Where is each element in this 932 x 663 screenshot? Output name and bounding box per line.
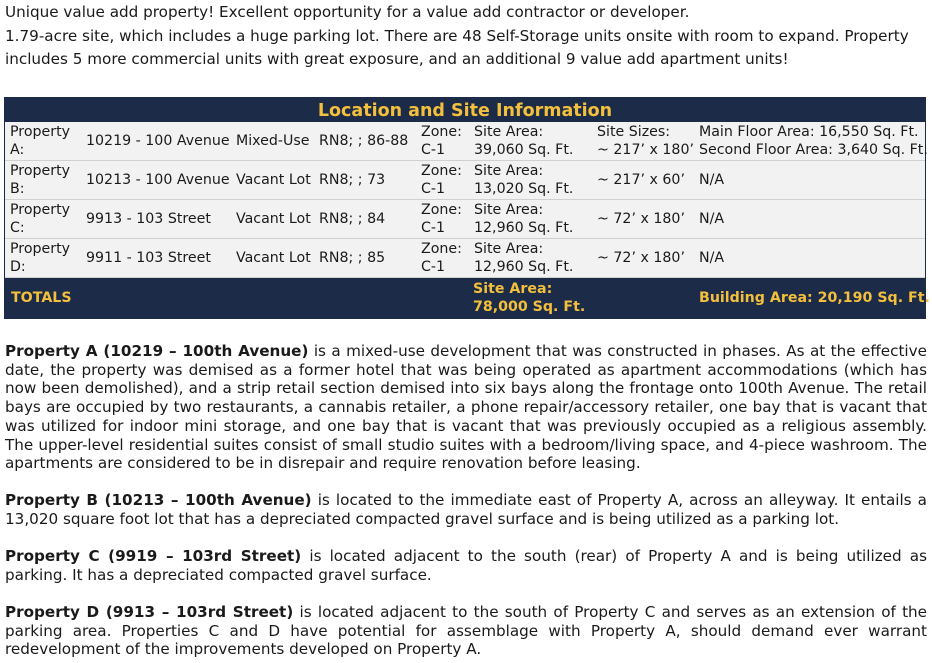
property-b-body: is located to the immediate east of Property A, across an alleyway. It entails a 13,020 square foot lot that has a depreciated compacted gravel surface and is being utilized as a parking lot. bbox=[5, 491, 927, 528]
property-address: 10219 - 100 Avenue bbox=[86, 133, 230, 149]
intro-line: includes 5 more commercial units with great exposure, and an additional 9 value add apartment units! bbox=[5, 50, 789, 68]
floor-area: N/A bbox=[699, 172, 725, 188]
site-size: ~ 72’ x 180’ bbox=[597, 211, 685, 227]
table-row bbox=[5, 122, 928, 161]
floor-area: N/A bbox=[699, 250, 725, 266]
intro-line: Unique value add property! Excellent opportunity for a value add contractor or developer. bbox=[5, 3, 690, 21]
site-area: Site Area: 12,960 Sq. Ft. bbox=[474, 202, 574, 236]
zone: Zone: C-1 bbox=[421, 241, 462, 275]
property-a-description bbox=[5, 342, 927, 473]
table-row bbox=[5, 200, 925, 239]
site-size: Site Sizes: ~ 217’ x 180’ bbox=[597, 124, 694, 158]
property-c-heading: Property C (9919 – 103rd Street) bbox=[5, 547, 302, 565]
property-use: Vacant Lot bbox=[236, 172, 311, 188]
total-building-area: Building Area: 20,190 Sq. Ft. bbox=[699, 290, 930, 306]
site-size: ~ 72’ x 180’ bbox=[597, 250, 685, 266]
zone: Zone: C-1 bbox=[421, 202, 462, 236]
property-address: 9911 - 103 Street bbox=[86, 250, 211, 266]
property-b-heading: Property B (10213 – 100th Avenue) bbox=[5, 491, 312, 509]
property-address: 10213 - 100 Avenue bbox=[86, 172, 230, 188]
property-c-body: is located adjacent to the south (rear) of Property A and is being utilized as parking. It has a depreciated compacted gravel surface. bbox=[5, 547, 927, 584]
property-use: Vacant Lot bbox=[236, 250, 311, 266]
table-title: Location and Site Information bbox=[5, 98, 925, 122]
property-a-body: is a mixed-use development that was constructed in phases. As at the effective date, the property was demised as a former hotel that was being operated as apartment accommodations (which has now been demolished), and a strip retail section demised into six bays along the frontage onto 100th Avenue. The retail bays are occupied by two restaurants, a cannabis retailer, a phone repair/accessory retailer, one bay that is vacant that was utilized for indoor mini storage, and one bay that is vacant that was previously occupied as a religious assembly. The upper-level residential suites consist of small studio suites with a bedroom/living space, and 4-piece washroom. The apartments are considered to be in disrepair and require renovation before leasing. bbox=[5, 342, 927, 473]
property-a-heading: Property A (10219 – 100th Avenue) bbox=[5, 342, 309, 360]
property-label: Property C: bbox=[10, 202, 71, 236]
table-row bbox=[5, 161, 925, 200]
property-use: Vacant Lot bbox=[236, 211, 311, 227]
zone: Zone: C-1 bbox=[421, 163, 462, 197]
intro-text bbox=[5, 1, 930, 72]
property-b-description bbox=[5, 491, 927, 528]
intro-line: 1.79-acre site, which includes a huge parking lot. There are 48 Self-Storage units onsite with room to expand. Property bbox=[5, 26, 909, 45]
totals-row bbox=[5, 278, 930, 318]
zoning-code: RN8; ; 86-88 bbox=[319, 133, 409, 149]
property-label: Property B: bbox=[10, 163, 71, 197]
property-label: Property A: bbox=[10, 124, 71, 158]
totals-label: TOTALS bbox=[11, 290, 72, 306]
zoning-code: RN8; ; 73 bbox=[319, 172, 386, 188]
table-row bbox=[5, 239, 925, 278]
property-use: Mixed-Use bbox=[236, 133, 310, 149]
site-area: Site Area: 39,060 Sq. Ft. bbox=[474, 124, 574, 158]
total-site-area: Site Area: 78,000 Sq. Ft. bbox=[473, 281, 586, 315]
site-information-table bbox=[4, 97, 930, 319]
floor-area: N/A bbox=[699, 211, 725, 227]
property-address: 9913 - 103 Street bbox=[86, 211, 211, 227]
site-size: ~ 217’ x 60’ bbox=[597, 172, 685, 188]
property-d-description bbox=[5, 603, 927, 659]
property-d-body: is located adjacent to the south of Property C and serves as an extension of the parking area. Properties C and D have potential for assemblage with Property A, should demand ever warrant redevelopment of the improvements developed on Property A. bbox=[5, 603, 927, 659]
zoning-code: RN8; ; 84 bbox=[319, 211, 386, 227]
property-c-description bbox=[5, 547, 927, 584]
property-label: Property D: bbox=[10, 241, 71, 275]
zone: Zone: C-1 bbox=[421, 124, 462, 158]
site-area: Site Area: 12,960 Sq. Ft. bbox=[474, 241, 574, 275]
zoning-code: RN8; ; 85 bbox=[319, 250, 386, 266]
floor-area: Main Floor Area: 16,550 Sq. Ft. Second Floor Area: 3,640 Sq. Ft. bbox=[699, 124, 928, 158]
site-area: Site Area: 13,020 Sq. Ft. bbox=[474, 163, 574, 197]
property-d-heading: Property D (9913 – 103rd Street) bbox=[5, 603, 294, 621]
